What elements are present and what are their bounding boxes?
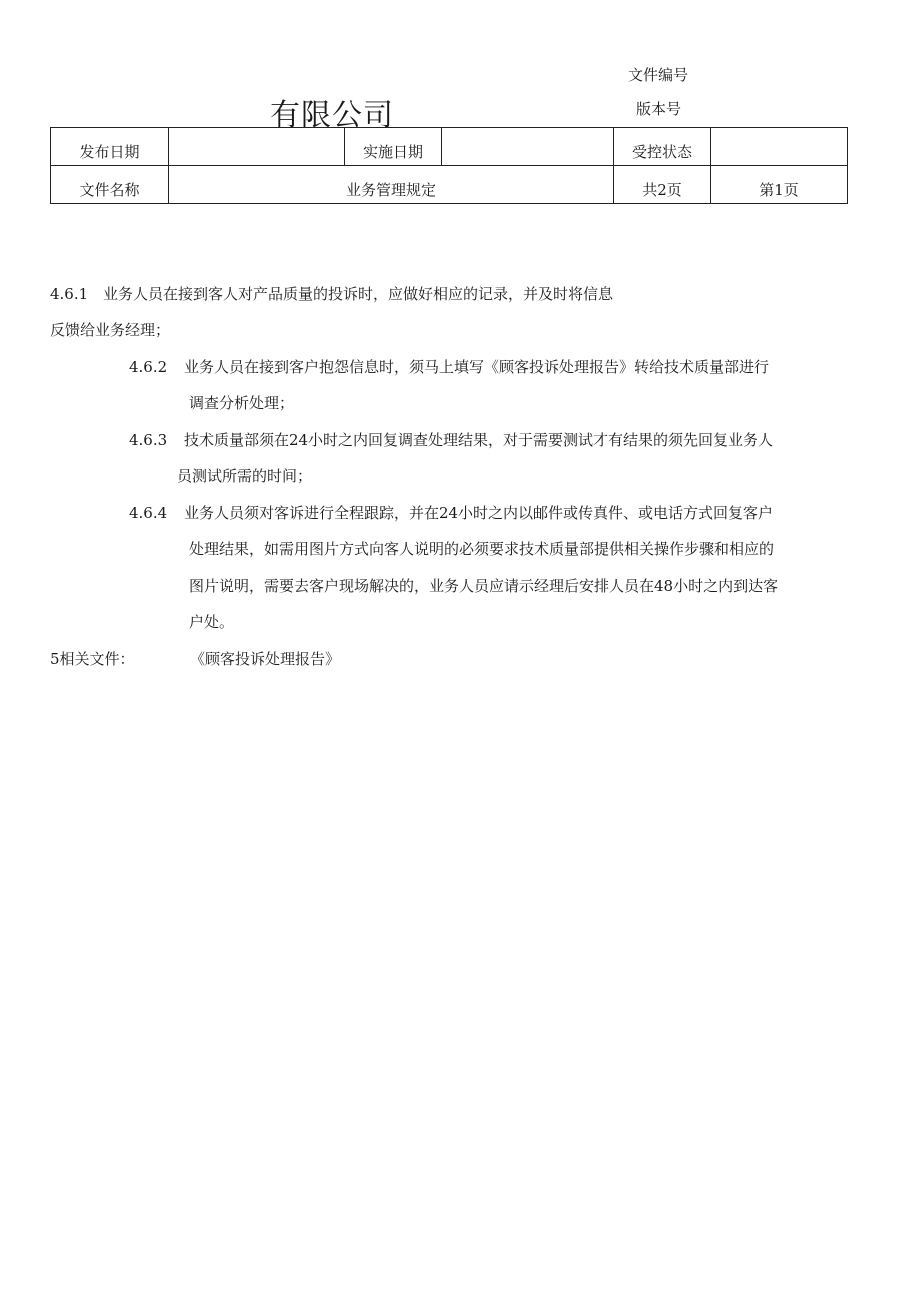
para-462-text: 业务人员在接到客户抱怨信息时，须马上填写《顾客投诉处理报告》转给技术质量部进行 xyxy=(183,358,769,376)
para-463-line2: 员测试所需的时间； xyxy=(177,467,313,485)
related-docs-label: 5相关文件： xyxy=(50,650,135,668)
para-464-text: 业务人员须对客诉进行全程跟踪，并在24小时之内以邮件或传真件、或电话方式回复客户 xyxy=(183,504,774,522)
control-status-value xyxy=(711,128,848,166)
file-name-value: 业务管理规定 xyxy=(169,166,614,204)
issue-date-label: 发布日期 xyxy=(51,128,169,166)
para-462-line2: 调查分析处理； xyxy=(189,394,295,412)
para-464-line4: 户处。 xyxy=(189,613,235,631)
effective-date-label: 实施日期 xyxy=(345,128,442,166)
document-header-table xyxy=(50,127,848,204)
related-docs-value: 《顾客投诉处理报告》 xyxy=(190,650,341,668)
para-461-line2: 反馈给业务经理； xyxy=(50,321,171,339)
para-464-line2: 处理结果，如需用图片方式向客人说明的必须要求技术质量部提供相关操作步骤和相应的 xyxy=(189,540,775,558)
para-463-text: 技术质量部须在24小时之内回复调查处理结果，对于需要测试才有结果的须先回复业务人 xyxy=(183,431,774,449)
table-row xyxy=(51,128,848,166)
issue-date-value xyxy=(169,128,345,166)
para-464-line3: 图片说明，需要去客户现场解决的，业务人员应请示经理后安排人员在48小时之内到达客 xyxy=(189,577,779,595)
effective-date-value xyxy=(442,128,614,166)
doc-number-label: 文件编号 xyxy=(628,66,689,84)
control-status-label: 受控状态 xyxy=(614,128,711,166)
para-461-text: 业务人员在接到客人对产品质量的投诉时，应做好相应的记录，并及时将信息 xyxy=(102,285,613,303)
para-464-number: 4.6.4 xyxy=(129,504,168,522)
para-464-line1 xyxy=(129,495,773,531)
total-pages: 共2页 xyxy=(614,166,711,204)
para-462-number: 4.6.2 xyxy=(129,358,168,376)
file-name-label: 文件名称 xyxy=(51,166,169,204)
para-461-line1 xyxy=(50,276,613,312)
para-463-number: 4.6.3 xyxy=(129,431,168,449)
para-462-line1 xyxy=(129,349,769,385)
para-461-number: 4.6.1 xyxy=(50,285,89,303)
version-label: 版本号 xyxy=(636,100,682,118)
table-row xyxy=(51,166,848,204)
company-title: 有限公司 xyxy=(270,98,394,133)
page-number: 第1页 xyxy=(711,166,848,204)
para-463-line1 xyxy=(129,422,773,458)
